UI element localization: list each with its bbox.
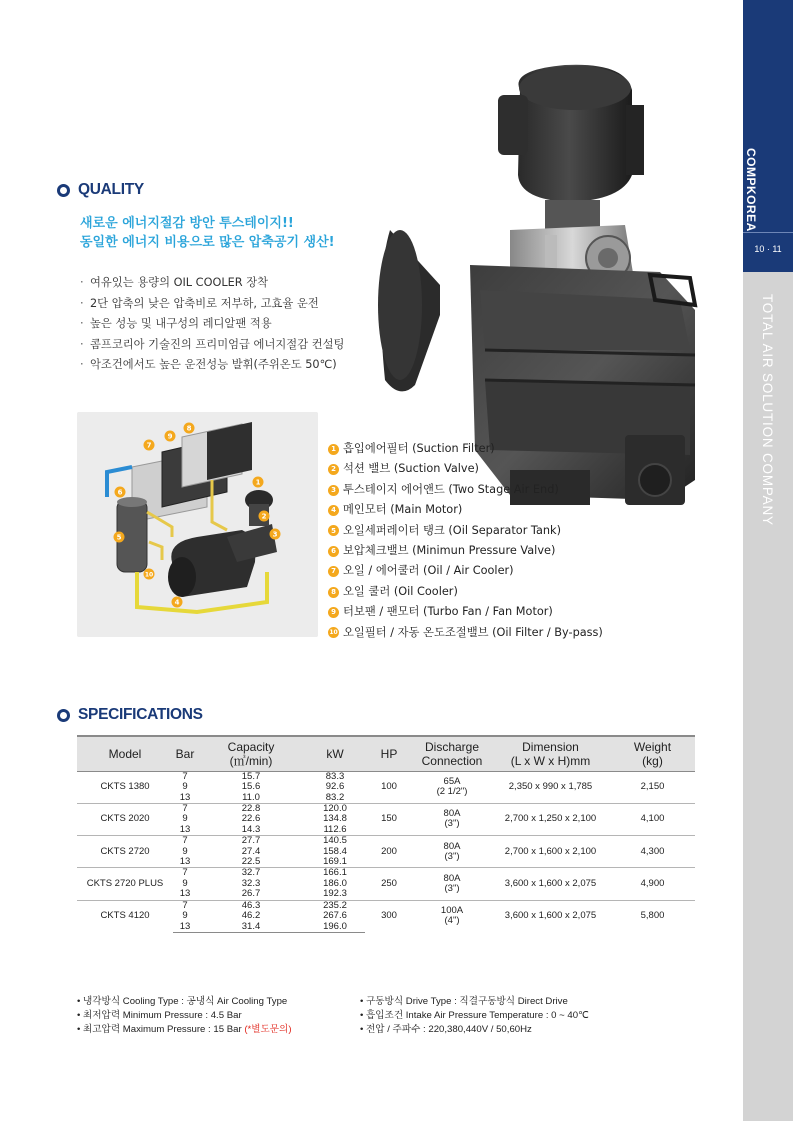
- brand-name: COMPKOREA: [744, 148, 758, 232]
- cell-bar: 7: [173, 771, 197, 782]
- svg-text:7: 7: [146, 441, 152, 450]
- cell-hp: 150: [365, 803, 413, 835]
- cell-kw: 166.1: [305, 868, 365, 879]
- cell-kw: 140.5: [305, 836, 365, 847]
- col-header-dimension: Dimension (L x W x H)mm: [491, 736, 610, 771]
- quality-title: QUALITY: [78, 181, 144, 198]
- cell-weight: 4,900: [610, 868, 695, 900]
- table-row: [77, 771, 695, 782]
- cell-kw: 83.2: [325, 791, 345, 803]
- cell-bar: 7: [173, 868, 197, 879]
- cell-capacity: 26.7: [241, 888, 261, 900]
- number-badge-icon: 4: [328, 505, 339, 516]
- part-item: 6 보압체크밸브 (Minimun Pressure Valve): [328, 541, 603, 561]
- number-badge-icon: 8: [328, 587, 339, 598]
- cell-dimension: 2,700 x 1,600 x 2,100: [491, 836, 610, 868]
- cell-capacity: 46.2: [241, 910, 261, 922]
- cell-capacity: 15.6: [241, 781, 261, 793]
- table-row: [77, 868, 695, 879]
- cell-capacity: 32.3: [241, 877, 261, 889]
- quality-heading: [57, 181, 144, 199]
- col-header-weight: Weight (kg): [610, 736, 695, 771]
- cell-bar: 7: [173, 803, 197, 814]
- feature-item: · 콤프코리아 기술진의 프리미엄급 에너지절감 컨설팅: [80, 337, 345, 351]
- notes-right: [360, 995, 589, 1036]
- cell-capacity: 32.7: [197, 868, 305, 879]
- cell-kw: 192.3: [323, 888, 347, 900]
- part-item: 1 흡입에어필터 (Suction Filter): [328, 439, 603, 459]
- cell-capacity: 27.4: [241, 845, 261, 857]
- cell-dimension: 2,350 x 990 x 1,785: [491, 771, 610, 803]
- cell-connection: 80A (3"): [413, 803, 491, 835]
- cell-weight: 4,100: [610, 803, 695, 835]
- notes-left: [77, 995, 292, 1036]
- col-header-hp: HP: [365, 736, 413, 771]
- cell-kw: 196.0: [305, 922, 365, 933]
- cell-weight: 2,150: [610, 771, 695, 803]
- cell-kw: 112.6: [323, 823, 347, 835]
- cell-bar: 13: [179, 791, 191, 803]
- note-item: • 흡입조건 Intake Air Pressure Temperature : 0 ~ 40℃: [360, 1009, 589, 1021]
- part-item: 3 투스테이지 에어앤드 (Two Stage Air End): [328, 480, 603, 500]
- table-row: [77, 900, 695, 911]
- col-header-bar: Bar: [173, 736, 197, 771]
- circle-bullet-icon: [57, 709, 70, 722]
- circle-bullet-icon: [57, 184, 70, 197]
- cell-weight: 4,300: [610, 836, 695, 868]
- svg-text:5: 5: [116, 533, 122, 542]
- cell-kw: 120.0: [305, 803, 365, 814]
- cell-kw: 92.6: [325, 781, 345, 793]
- cell-kw: 158.4: [323, 845, 347, 857]
- number-badge-icon: 7: [328, 566, 339, 577]
- cell-model: CKTS 2720: [77, 836, 173, 868]
- specifications-title: SPECIFICATIONS: [78, 706, 203, 723]
- cell-bar: 9: [182, 781, 188, 793]
- side-slogan: TOTAL AIR SOLUTION COMPANY: [760, 294, 775, 526]
- note-item: • 전압 / 주파수 : 220,380,440V / 50,60Hz: [360, 1023, 532, 1035]
- page-numbers: 10 · 11: [754, 244, 782, 254]
- feature-list: [80, 273, 344, 376]
- cell-dimension: 3,600 x 1,600 x 2,075: [491, 868, 610, 900]
- part-item: 5 오일세퍼레이터 탱크 (Oil Separator Tank): [328, 521, 603, 541]
- table-header-row: [77, 736, 695, 771]
- cell-bar: 13: [173, 922, 197, 933]
- svg-text:8: 8: [186, 424, 192, 433]
- cell-bar: 7: [173, 836, 197, 847]
- cell-kw: 169.1: [323, 856, 347, 868]
- number-badge-icon: 9: [328, 607, 339, 618]
- cell-capacity: 46.3: [197, 900, 305, 911]
- feature-item: · 높은 성능 및 내구성의 레디알팬 적용: [80, 317, 272, 330]
- cell-dimension: 3,600 x 1,600 x 2,075: [491, 900, 610, 932]
- part-item: 10 오일필터 / 자동 온도조절밸브 (Oil Filter / By-pass): [329, 625, 603, 639]
- specifications-table: [77, 735, 695, 933]
- brand-url: www.compkorea.com: [733, 148, 743, 234]
- note-item: • 구동방식 Drive Type : 직결구동방식 Direct Drive: [360, 996, 568, 1007]
- feature-item: · 여유있는 용량의 OIL COOLER 장착: [80, 276, 269, 289]
- cell-capacity: 27.7: [197, 836, 305, 847]
- number-badge-icon: 1: [328, 444, 339, 455]
- part-item: 4 메인모터 (Main Motor): [328, 500, 603, 520]
- svg-text:4: 4: [174, 598, 180, 607]
- cell-kw: 83.3: [305, 771, 365, 782]
- cell-bar: 13: [179, 856, 191, 868]
- specifications-heading: [57, 706, 203, 724]
- cell-bar: 13: [179, 823, 191, 835]
- cell-bar: 13: [179, 888, 191, 900]
- svg-text:1: 1: [255, 478, 261, 487]
- cell-hp: 300: [365, 900, 413, 932]
- cell-capacity: 22.6: [241, 813, 261, 825]
- cell-weight: 5,800: [610, 900, 695, 932]
- part-item: 7 오일 / 에어쿨러 (Oil / Air Cooler): [328, 561, 603, 581]
- compressor-schematic-diagram: [77, 412, 318, 637]
- col-header-kw: kW: [305, 736, 365, 771]
- number-badge-icon: 6: [328, 546, 339, 557]
- col-header-capacity: Capacity (㎥/min): [197, 736, 305, 771]
- note-item: • 최고압력 Maximum Pressure : 15 Bar (*별도문의): [77, 1023, 292, 1035]
- cell-dimension: 2,700 x 1,250 x 2,100: [491, 803, 610, 835]
- svg-text:9: 9: [167, 432, 173, 441]
- cell-connection: 65A (2 1/2"): [413, 771, 491, 803]
- cell-model: CKTS 1380: [77, 771, 173, 803]
- side-bar: [733, 0, 793, 1121]
- cell-model: CKTS 4120: [77, 900, 173, 932]
- note-item: • 냉각방식 Cooling Type : 공냉식 Air Cooling Type: [77, 996, 288, 1007]
- part-item: 2 석션 밸브 (Suction Valve): [328, 459, 603, 479]
- cell-capacity: 22.8: [197, 803, 305, 814]
- cell-bar: 9: [182, 910, 188, 922]
- cell-capacity: 11.0: [242, 791, 260, 803]
- number-badge-icon: 3: [328, 485, 339, 496]
- inquiry-note: (*별도문의): [244, 1023, 292, 1035]
- cell-kw: 267.6: [323, 910, 347, 922]
- table-row: [77, 836, 695, 847]
- cell-bar: 9: [182, 813, 188, 825]
- feature-item: · 2단 압축의 낮은 압축비로 저부하, 고효율 운전: [80, 296, 319, 310]
- side-brand: [733, 148, 758, 234]
- col-header-model: Model: [77, 736, 173, 771]
- cell-kw: 235.2: [305, 900, 365, 911]
- svg-text:6: 6: [117, 488, 123, 497]
- headline-line: 새로운 에너지절감 방안 투스테이지!!: [80, 216, 294, 231]
- cell-kw: 134.8: [323, 813, 347, 825]
- cell-hp: 200: [365, 836, 413, 868]
- cell-connection: 80A (3"): [413, 836, 491, 868]
- cell-hp: 250: [365, 868, 413, 900]
- table-row: [77, 803, 695, 814]
- cell-bar: 9: [182, 845, 188, 857]
- cell-connection: 100A (4"): [413, 900, 491, 932]
- cell-capacity: 31.4: [197, 922, 305, 933]
- cell-model: CKTS 2720 PLUS: [77, 868, 173, 900]
- cell-connection: 80A (3"): [413, 868, 491, 900]
- feature-item: · 악조건에서도 높은 운전성능 발휘(주위온도 50℃): [80, 358, 337, 371]
- cell-model: CKTS 2020: [77, 803, 173, 835]
- cell-bar: 7: [173, 900, 197, 911]
- parts-legend: [328, 439, 603, 643]
- part-item: 8 오일 쿨러 (Oil Cooler): [328, 582, 603, 602]
- cell-capacity: 15.7: [197, 771, 305, 782]
- headline-line: 동일한 에너지 비용으로 많은 압축공기 생산!: [80, 235, 335, 250]
- svg-text:3: 3: [272, 530, 278, 539]
- number-badge-icon: 2: [328, 464, 339, 475]
- quality-headline: [80, 214, 335, 252]
- svg-text:10: 10: [144, 571, 154, 579]
- cell-capacity: 14.3: [241, 823, 261, 835]
- svg-text:2: 2: [261, 512, 267, 521]
- cell-hp: 100: [365, 771, 413, 803]
- number-badge-icon: 10: [328, 627, 339, 638]
- cell-kw: 186.0: [323, 877, 347, 889]
- part-item: 9 터보팬 / 팬모터 (Turbo Fan / Fan Motor): [328, 602, 603, 622]
- number-badge-icon: 5: [328, 525, 339, 536]
- cell-capacity: 22.5: [241, 856, 261, 868]
- cell-bar: 9: [182, 877, 188, 889]
- note-item: • 최저압력 Minimum Pressure : 4.5 Bar: [77, 1009, 242, 1021]
- col-header-discharge: Discharge Connection: [413, 736, 491, 771]
